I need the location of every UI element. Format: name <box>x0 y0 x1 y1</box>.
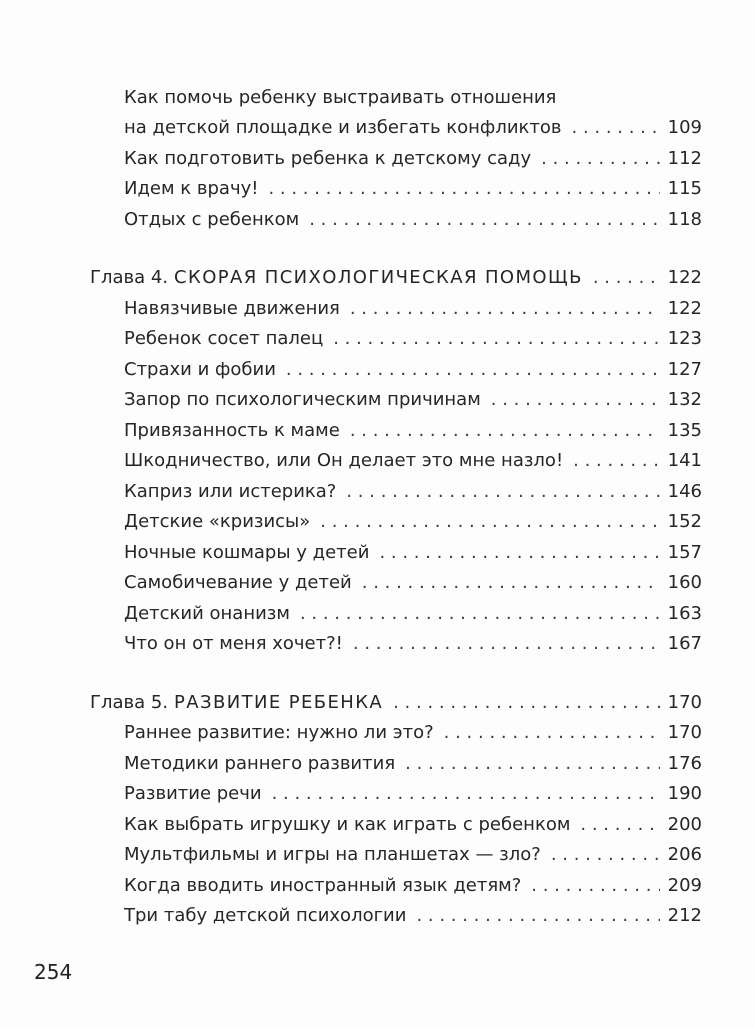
dot-leader <box>286 359 660 381</box>
toc-page-number: 122 <box>667 297 702 319</box>
toc-page-number: 146 <box>667 480 702 502</box>
toc-page-number: 127 <box>667 358 702 380</box>
dot-leader <box>379 542 660 564</box>
toc-entry-line <box>90 78 702 109</box>
table-of-contents <box>90 78 702 927</box>
toc-entry-title: Ночные кошмары у детей <box>124 541 370 563</box>
toc-page-number: 141 <box>667 450 702 471</box>
dot-leader <box>346 481 660 503</box>
toc-entry-title: Страхи и фобии <box>124 358 276 380</box>
toc-page-number: 200 <box>667 813 702 835</box>
dot-leader <box>300 603 660 625</box>
dot-leader <box>320 511 660 533</box>
dot-leader <box>309 209 660 231</box>
toc-entry <box>90 109 702 140</box>
toc-entry <box>90 442 702 473</box>
toc-entry-title: Детский онанизм <box>124 602 290 624</box>
toc-entry-title: Самобичевание у детей <box>124 572 352 593</box>
toc-entry-title: Запор по психологическим причинам <box>124 389 481 410</box>
toc-entry <box>90 472 702 503</box>
toc-entry <box>90 139 702 170</box>
toc-entry <box>90 320 702 351</box>
toc-entry <box>90 564 702 595</box>
toc-page-number: 206 <box>667 844 702 865</box>
toc-entry <box>90 289 702 320</box>
toc-entry <box>90 897 702 928</box>
chapter-heading <box>90 683 702 714</box>
dot-leader <box>531 875 660 897</box>
toc-entry <box>90 200 702 231</box>
dot-leader <box>573 450 660 472</box>
dot-leader <box>580 814 660 836</box>
toc-entry <box>90 503 702 534</box>
dot-leader <box>551 844 660 866</box>
toc-page-number: 160 <box>667 572 702 593</box>
toc-entry-title: Когда вводить иностранный язык детям? <box>124 874 522 896</box>
toc-entry-title: Отдых с ребенком <box>124 208 300 230</box>
toc-entry-title: на детской площадке и избегать конфликтов <box>124 117 562 138</box>
toc-page-number: 176 <box>667 752 702 774</box>
chapter-name: РАЗВИТИЕ РЕБЕНКА <box>174 691 384 713</box>
toc-entry-title: Ребенок сосет палец <box>124 328 324 349</box>
toc-entry <box>90 775 702 806</box>
dot-leader <box>333 328 660 350</box>
toc-page-number: 135 <box>667 419 702 441</box>
chapter-heading <box>90 259 702 290</box>
dot-leader <box>593 267 660 289</box>
section-gap <box>90 231 702 259</box>
toc-entry-title: Мультфильмы и игры на планшетах — зло? <box>124 844 541 865</box>
dot-leader <box>272 783 660 805</box>
toc-entry-title: Что он от меня хочет?! <box>124 633 343 654</box>
chapter-label: Глава 5. <box>90 691 169 713</box>
chapter-title <box>90 267 583 289</box>
toc-page-number: 190 <box>667 783 702 804</box>
toc-entry <box>90 714 702 745</box>
toc-entry-title: Три табу детской психологии <box>124 905 407 926</box>
toc-entry <box>90 744 702 775</box>
chapter-label: Глава 4. <box>90 267 169 288</box>
toc-page-number: 122 <box>667 267 702 288</box>
section-gap <box>90 655 702 683</box>
toc-entry-title: Как подготовить ребенка к детскому саду <box>124 147 532 169</box>
toc-entry-title: Методики раннего развития <box>124 752 396 774</box>
dot-leader <box>405 753 660 775</box>
toc-entry <box>90 411 702 442</box>
toc-page-number: 109 <box>667 117 702 138</box>
dot-leader <box>444 722 660 744</box>
toc-entry <box>90 836 702 867</box>
toc-entry-title: Шкодничество, или Он делает это мне назло! <box>124 450 564 471</box>
toc-page-number: 115 <box>667 178 702 199</box>
toc-page-number: 212 <box>667 905 702 926</box>
toc-entry-title: Идем к врачу! <box>124 178 259 199</box>
toc-entry-title: Развитие речи <box>124 783 262 804</box>
toc-entry <box>90 381 702 412</box>
dot-leader <box>350 420 660 442</box>
toc-page-number: 170 <box>667 691 702 713</box>
dot-leader <box>416 905 660 927</box>
toc-entry-title: Навязчивые движения <box>124 297 340 319</box>
toc-entry <box>90 350 702 381</box>
toc-entry <box>90 594 702 625</box>
toc-entry <box>90 625 702 656</box>
dot-leader <box>353 633 660 655</box>
toc-page-number: 152 <box>667 511 702 532</box>
chapter-name: СКОРАЯ ПСИХОЛОГИЧЕСКАЯ ПОМОЩЬ <box>174 267 583 288</box>
toc-page-number: 118 <box>667 208 702 230</box>
dot-leader <box>572 117 660 139</box>
toc-entry <box>90 170 702 201</box>
toc-entry-title: Как помочь ребенку выстраивать отношения <box>124 86 557 108</box>
toc-page-number: 157 <box>667 541 702 563</box>
toc-entry <box>90 533 702 564</box>
chapter-title <box>90 692 383 714</box>
toc-entry-title: Каприз или истерика? <box>124 480 337 502</box>
toc-page-number: 163 <box>667 602 702 624</box>
dot-leader <box>362 572 660 594</box>
page-number: 254 <box>34 960 73 984</box>
dot-leader <box>268 178 660 200</box>
toc-entry-title: Детские «кризисы» <box>124 511 311 532</box>
toc-page-number: 209 <box>667 874 702 896</box>
toc-entry-title: Как выбрать игрушку и как играть с ребенком <box>124 813 571 835</box>
dot-leader <box>393 692 660 714</box>
toc-entry-title: Привязанность к маме <box>124 419 340 441</box>
dot-leader <box>491 389 660 411</box>
toc-page-number: 132 <box>667 389 702 410</box>
toc-page-number: 112 <box>667 147 702 169</box>
toc-entry-title: Раннее развитие: нужно ли это? <box>124 722 434 743</box>
toc-entry <box>90 866 702 897</box>
dot-leader <box>350 298 660 320</box>
toc-page-number: 123 <box>667 328 702 349</box>
toc-page-number: 167 <box>667 633 702 654</box>
toc-page-number: 170 <box>667 722 702 743</box>
dot-leader <box>541 148 660 170</box>
toc-entry <box>90 805 702 836</box>
